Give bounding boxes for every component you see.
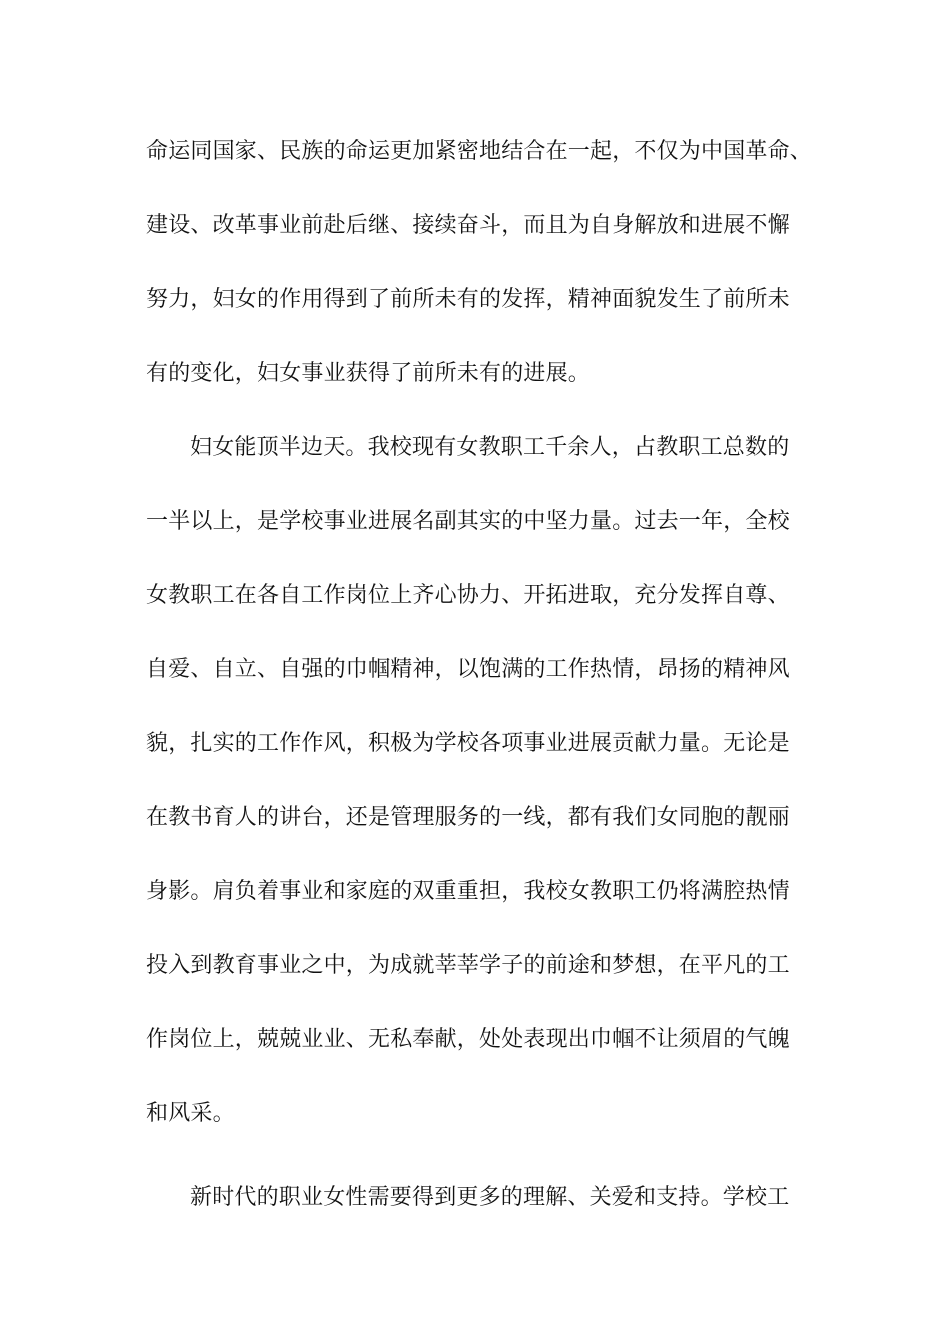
text-line: 和风采。 — [146, 1101, 235, 1126]
text-line: 身影。肩负着事业和家庭的双重重担，我校女教职工仍将满腔热情 — [146, 879, 790, 904]
text-line: 命运同国家、民族的命运更加紧密地结合在一起，不仅为中国革命、 — [146, 139, 813, 164]
text-line: 有的变化，妇女事业获得了前所未有的进展。 — [146, 361, 591, 386]
paragraph-first-line: 妇女能顶半边天。我校现有女教职工千余人，占教职工总数的 — [190, 435, 790, 460]
text-line: 投入到教育事业之中，为成就莘莘学子的前途和梦想，在平凡的工 — [146, 953, 790, 978]
text-line: 在教书育人的讲台，还是管理服务的一线，都有我们女同胞的靓丽 — [146, 805, 790, 830]
text-line: 作岗位上，兢兢业业、无私奉献，处处表现出巾帼不让须眉的气魄 — [146, 1027, 790, 1052]
text-line: 自爱、自立、自强的巾帼精神，以饱满的工作热情，昂扬的精神风 — [146, 657, 790, 682]
paragraph-first-line: 新时代的职业女性需要得到更多的理解、关爱和支持。学校工 — [190, 1185, 790, 1210]
text-line: 努力，妇女的作用得到了前所未有的发挥，精神面貌发生了前所未 — [146, 287, 790, 312]
text-line: 一半以上，是学校事业进展名副其实的中坚力量。过去一年，全校 — [146, 509, 790, 534]
text-line: 貌，扎实的工作作风，积极为学校各项事业进展贡献力量。无论是 — [146, 731, 790, 756]
text-line: 女教职工在各自工作岗位上齐心协力、开拓进取，充分发挥自尊、 — [146, 583, 790, 608]
text-line: 建设、改革事业前赴后继、接续奋斗，而且为自身解放和进展不懈 — [146, 213, 790, 238]
